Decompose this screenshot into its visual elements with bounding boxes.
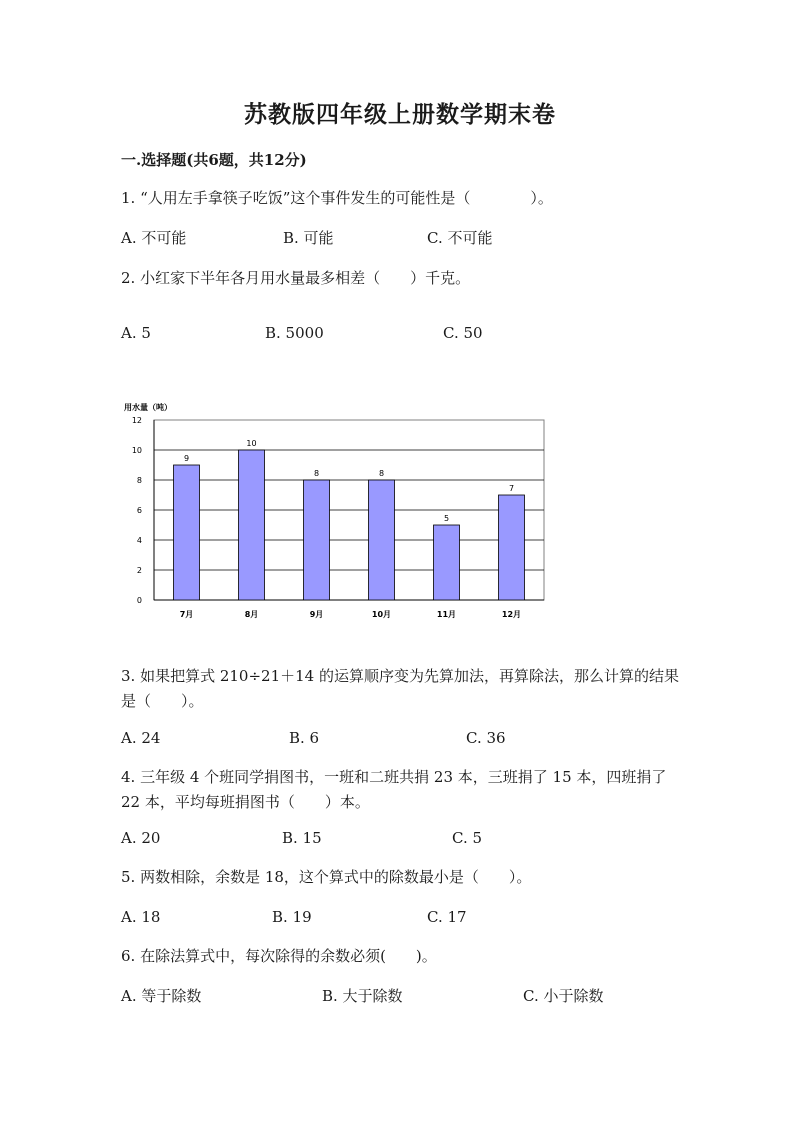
q3-option-b[interactable]: B. 6 [289,729,320,747]
question-6: 6. 在除法算式中，每次除得的余数必须( )。 [121,947,437,965]
q5-option-c[interactable]: C. 17 [427,908,467,926]
x-tick-label: 7月 [179,610,194,619]
q6-option-a[interactable]: A. 等于除数 [121,987,202,1005]
y-tick-label: 12 [131,416,142,425]
chart-plot-area [132,416,544,619]
question-2: 2. 小红家下半年各月用水量最多相差（ ）千克。 [121,269,471,287]
q4-option-b[interactable]: B. 15 [282,829,322,847]
q4-option-a[interactable]: A. 20 [121,829,161,847]
bar [304,480,330,600]
chart-title: 用水量（吨） [124,403,172,412]
bar [434,525,460,600]
q2-option-c[interactable]: C. 50 [443,324,483,342]
q6-option-c[interactable]: C. 小于除数 [523,987,604,1005]
bar-value-label: 8 [378,469,385,478]
q1-option-c[interactable]: C. 不可能 [427,229,493,247]
q6-option-b[interactable]: B. 大于除数 [322,987,403,1005]
q4-option-c[interactable]: C. 5 [452,829,483,847]
water-usage-chart [118,398,558,626]
x-tick-label: 8月 [244,610,259,619]
bar [369,480,395,600]
page-title: 苏教版四年级上册数学期末卷 [244,101,556,128]
bar [174,465,200,600]
bar-value-label: 5 [443,514,450,523]
q2-option-a[interactable]: A. 5 [121,324,151,342]
q1-option-a[interactable]: A. 不可能 [121,229,187,247]
y-tick-label: 4 [136,536,142,545]
question-3: 3. 如果把算式 210÷21＋14 的运算顺序变为先算加法，再算除法，那么计算的结果是（ ）。 [121,667,679,710]
q1-option-b[interactable]: B. 可能 [283,229,334,247]
y-tick-label: 0 [136,596,142,605]
x-tick-label: 10月 [371,610,392,619]
bar-value-label: 8 [313,469,320,478]
y-tick-label: 10 [131,446,142,455]
q5-option-a[interactable]: A. 18 [121,908,161,926]
bar-value-label: 10 [246,439,257,448]
question-5: 5. 两数相除，余数是 18，这个算式中的除数最小是（ ）。 [121,868,532,886]
bar-value-label: 7 [508,484,515,493]
x-tick-label: 12月 [501,610,522,619]
question-1: 1. “人用左手拿筷子吃饭”这个事件发生的可能性是（ ）。 [121,189,553,207]
q5-option-b[interactable]: B. 19 [272,908,312,926]
x-tick-label: 11月 [436,610,457,619]
bar-value-label: 9 [183,454,190,463]
y-tick-label: 8 [136,476,142,485]
x-tick-label: 9月 [309,610,324,619]
q3-option-a[interactable]: A. 24 [121,729,161,747]
y-tick-label: 6 [136,506,142,515]
question-4: 4. 三年级 4 个班同学捐图书，一班和二班共捐 23 本，三班捐了 15 本，四班捐了 22 本，平均每班捐图书（ ）本。 [121,768,667,811]
section-heading: 一.选择题(共6题，共12分) [121,151,307,169]
bar [499,495,525,600]
y-tick-label: 2 [136,566,142,575]
bar [239,450,265,600]
q2-option-b[interactable]: B. 5000 [265,324,324,342]
q3-option-c[interactable]: C. 36 [466,729,506,747]
